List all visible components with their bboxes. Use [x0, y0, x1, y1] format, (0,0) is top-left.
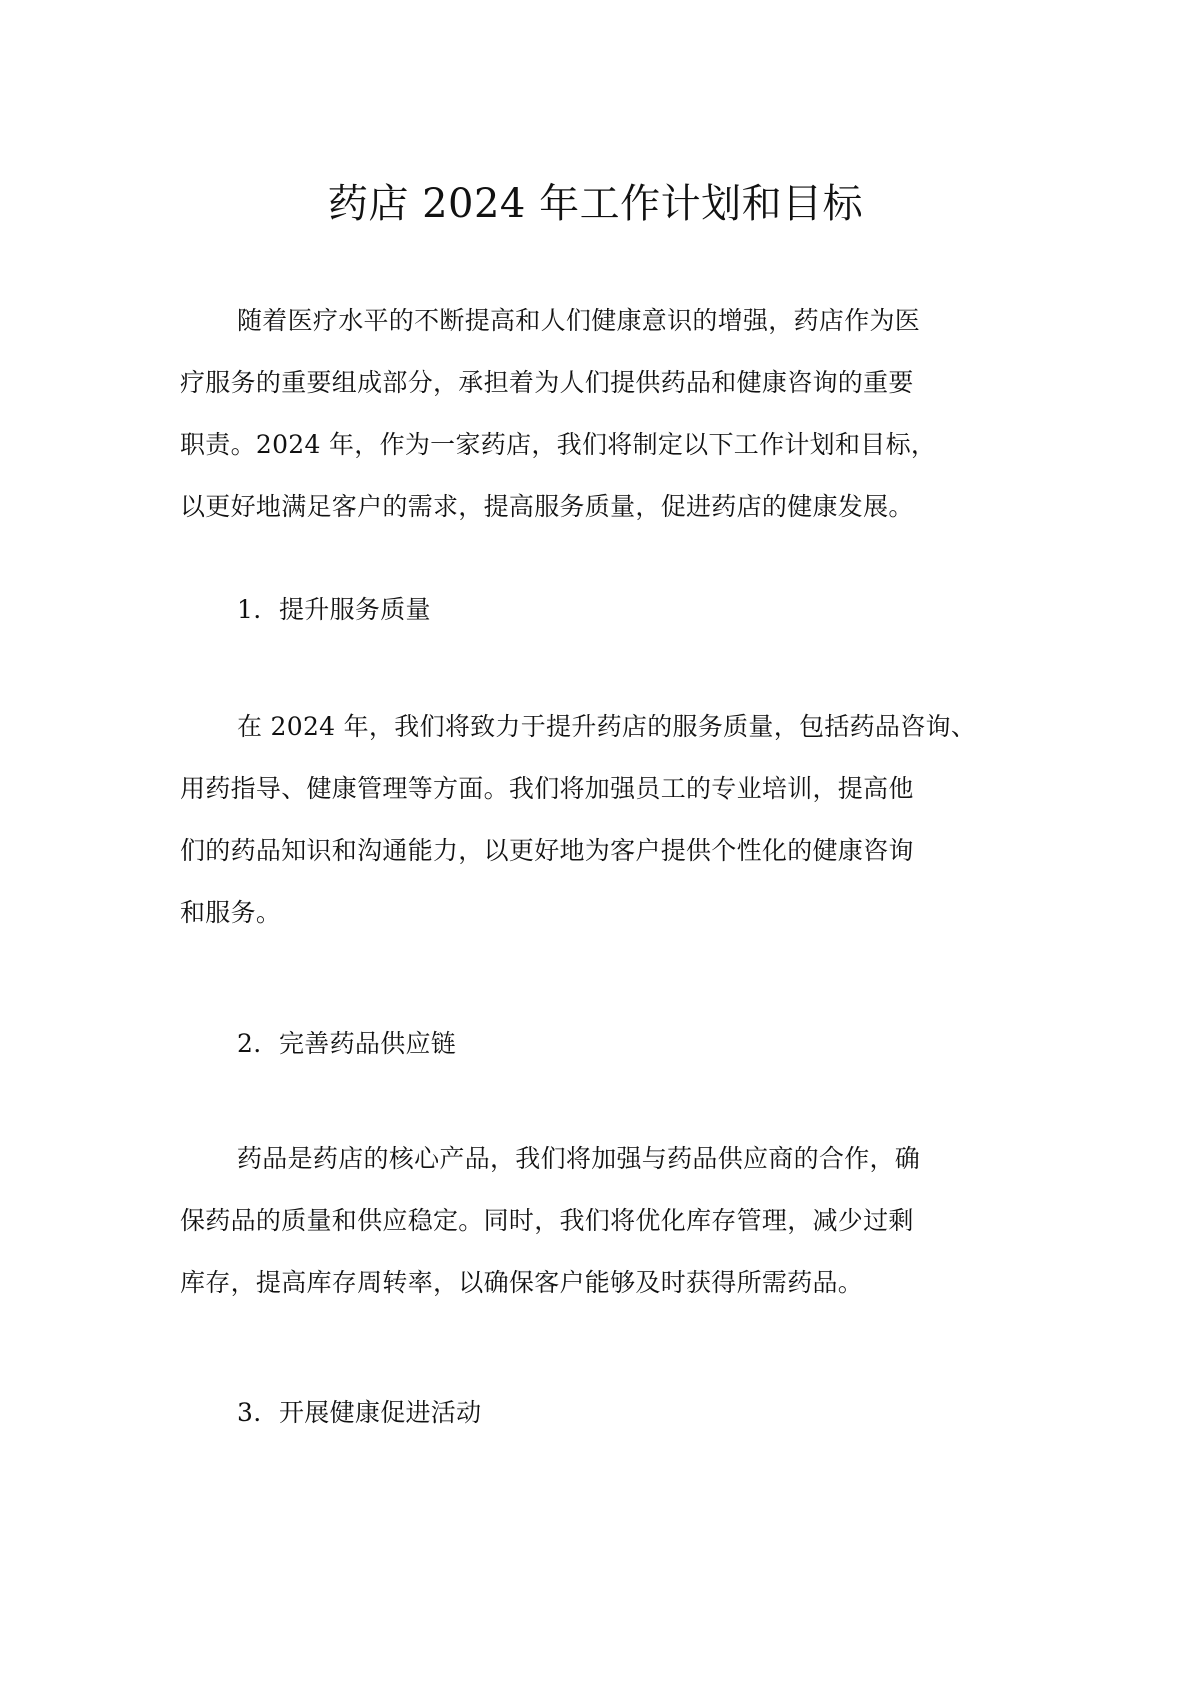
- section-heading-2: [237, 1024, 456, 1064]
- section-heading-3: [237, 1393, 481, 1433]
- paragraph-line: 在 2024 年，我们将致力于提升药店的服务质量，包括药品咨询、: [237, 712, 977, 741]
- section-number: 1.: [237, 595, 262, 624]
- section-2-paragraph: [180, 1128, 1010, 1314]
- paragraph-line: 和服务。: [180, 898, 282, 927]
- paragraph-line: 职责。2024 年，作为一家药店，我们将制定以下工作计划和目标，: [180, 430, 937, 459]
- intro-paragraph: [180, 290, 1010, 538]
- section-number: 2.: [237, 1029, 262, 1058]
- section-1-paragraph: [180, 696, 1010, 944]
- section-heading-1: [237, 590, 431, 630]
- section-number: 3.: [237, 1398, 262, 1427]
- section-title: 开展健康促进活动: [279, 1398, 482, 1427]
- document-title: 药店 2024 年工作计划和目标: [327, 181, 864, 227]
- paragraph-line: 保药品的质量和供应稳定。同时，我们将优化库存管理，减少过剩: [180, 1206, 914, 1235]
- paragraph-line: 疗服务的重要组成部分，承担着为人们提供药品和健康咨询的重要: [180, 368, 914, 397]
- paragraph-line: 们的药品知识和沟通能力，以更好地为客户提供个性化的健康咨询: [180, 836, 914, 865]
- paragraph-line: 库存，提高库存周转率，以确保客户能够及时获得所需药品。: [180, 1268, 864, 1297]
- paragraph-line: 以更好地满足客户的需求，提高服务质量，促进药店的健康发展。: [180, 492, 914, 521]
- paragraph-line: 随着医疗水平的不断提高和人们健康意识的增强，药店作为医: [237, 306, 921, 335]
- paragraph-line: 用药指导、健康管理等方面。我们将加强员工的专业培训，提高他: [180, 774, 914, 803]
- section-title: 完善药品供应链: [279, 1029, 457, 1058]
- section-title: 提升服务质量: [279, 595, 431, 624]
- paragraph-line: 药品是药店的核心产品，我们将加强与药品供应商的合作，确: [237, 1144, 921, 1173]
